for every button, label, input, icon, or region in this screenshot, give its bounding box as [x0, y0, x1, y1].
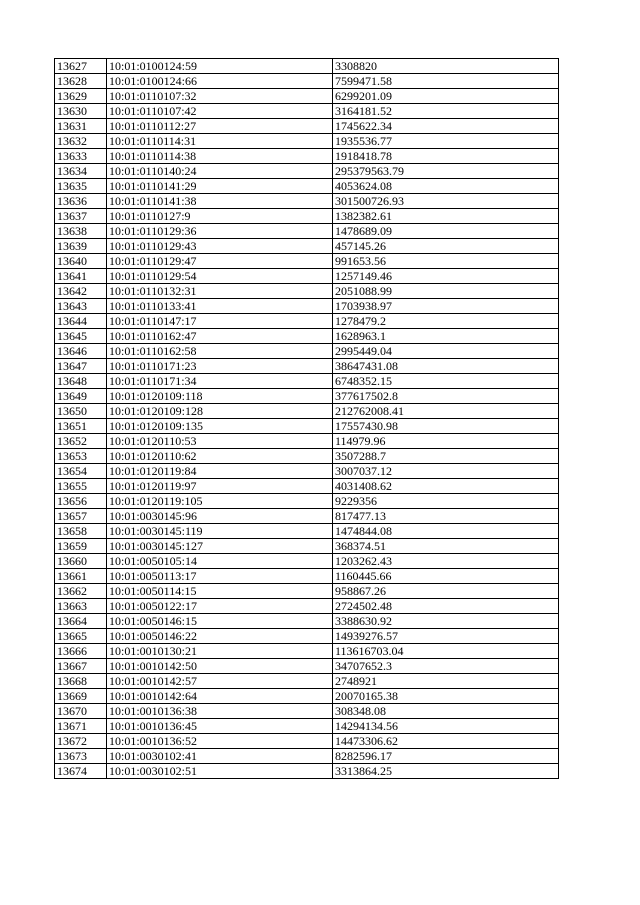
value-cell: 1203262.43	[333, 554, 559, 569]
row-number-cell: 13674	[55, 764, 107, 779]
value-cell: 958867.26	[333, 584, 559, 599]
row-number-cell: 13658	[55, 524, 107, 539]
table-row	[55, 599, 559, 614]
row-number-cell: 13636	[55, 194, 107, 209]
cadastral-number-cell: 10:01:0030145:96	[107, 509, 333, 524]
row-number-cell: 13659	[55, 539, 107, 554]
value-cell: 4053624.08	[333, 179, 559, 194]
table-row	[55, 539, 559, 554]
value-cell: 114979.96	[333, 434, 559, 449]
value-cell: 1160445.66	[333, 569, 559, 584]
row-number-cell: 13655	[55, 479, 107, 494]
value-cell: 7599471.58	[333, 74, 559, 89]
table-row	[55, 659, 559, 674]
table-row	[55, 179, 559, 194]
table-row	[55, 644, 559, 659]
row-number-cell: 13644	[55, 314, 107, 329]
value-cell: 2724502.48	[333, 599, 559, 614]
row-number-cell: 13627	[55, 59, 107, 74]
value-cell: 17557430.98	[333, 419, 559, 434]
table-row	[55, 614, 559, 629]
value-cell: 20070165.38	[333, 689, 559, 704]
table-row	[55, 689, 559, 704]
value-cell: 295379563.79	[333, 164, 559, 179]
row-number-cell: 13637	[55, 209, 107, 224]
row-number-cell: 13672	[55, 734, 107, 749]
cadastral-number-cell: 10:01:0120110:53	[107, 434, 333, 449]
cadastral-number-cell: 10:01:0120119:84	[107, 464, 333, 479]
value-cell: 6299201.09	[333, 89, 559, 104]
row-number-cell: 13631	[55, 119, 107, 134]
row-number-cell: 13633	[55, 149, 107, 164]
table-row	[55, 59, 559, 74]
value-cell: 991653.56	[333, 254, 559, 269]
cadastral-number-cell: 10:01:0110171:34	[107, 374, 333, 389]
cadastral-number-cell: 10:01:0110129:54	[107, 269, 333, 284]
value-cell: 8282596.17	[333, 749, 559, 764]
table-row	[55, 209, 559, 224]
table-row	[55, 299, 559, 314]
value-cell: 14939276.57	[333, 629, 559, 644]
table-row	[55, 89, 559, 104]
table-row	[55, 389, 559, 404]
table-row	[55, 434, 559, 449]
table-row	[55, 329, 559, 344]
table-row	[55, 224, 559, 239]
table-row	[55, 164, 559, 179]
row-number-cell: 13673	[55, 749, 107, 764]
cadastral-number-cell: 10:01:0110112:27	[107, 119, 333, 134]
value-cell: 6748352.15	[333, 374, 559, 389]
value-cell: 1478689.09	[333, 224, 559, 239]
table-row	[55, 344, 559, 359]
row-number-cell: 13634	[55, 164, 107, 179]
cadastral-number-cell: 10:01:0110162:58	[107, 344, 333, 359]
cadastral-number-cell: 10:01:0110127:9	[107, 209, 333, 224]
cadastral-number-cell: 10:01:0010142:57	[107, 674, 333, 689]
value-cell: 817477.13	[333, 509, 559, 524]
value-cell: 9229356	[333, 494, 559, 509]
table-row	[55, 554, 559, 569]
row-number-cell: 13651	[55, 419, 107, 434]
cadastral-number-cell: 10:01:0030102:51	[107, 764, 333, 779]
row-number-cell: 13645	[55, 329, 107, 344]
row-number-cell: 13641	[55, 269, 107, 284]
row-number-cell: 13642	[55, 284, 107, 299]
cadastral-number-cell: 10:01:0120109:135	[107, 419, 333, 434]
value-cell: 2051088.99	[333, 284, 559, 299]
cadastral-number-cell: 10:01:0010136:45	[107, 719, 333, 734]
table-row	[55, 494, 559, 509]
value-cell: 1628963.1	[333, 329, 559, 344]
cadastral-number-cell: 10:01:0030102:41	[107, 749, 333, 764]
value-cell: 1474844.08	[333, 524, 559, 539]
row-number-cell: 13629	[55, 89, 107, 104]
row-number-cell: 13648	[55, 374, 107, 389]
table-row	[55, 629, 559, 644]
cadastral-number-cell: 10:01:0110114:31	[107, 134, 333, 149]
table-row	[55, 704, 559, 719]
cadastral-number-cell: 10:01:0050146:15	[107, 614, 333, 629]
table-row	[55, 569, 559, 584]
row-number-cell: 13670	[55, 704, 107, 719]
table-row	[55, 134, 559, 149]
cadastral-number-cell: 10:01:0110141:29	[107, 179, 333, 194]
cadastral-number-cell: 10:01:0120119:105	[107, 494, 333, 509]
table-row	[55, 719, 559, 734]
table-row	[55, 734, 559, 749]
cadastral-number-cell: 10:01:0110114:38	[107, 149, 333, 164]
cadastral-number-cell: 10:01:0010136:52	[107, 734, 333, 749]
row-number-cell: 13657	[55, 509, 107, 524]
cadastral-number-cell: 10:01:0010142:64	[107, 689, 333, 704]
value-cell: 308348.08	[333, 704, 559, 719]
table-row	[55, 149, 559, 164]
table-row	[55, 374, 559, 389]
value-cell: 377617502.8	[333, 389, 559, 404]
row-number-cell: 13630	[55, 104, 107, 119]
value-cell: 38647431.08	[333, 359, 559, 374]
table-row	[55, 674, 559, 689]
cadastral-number-cell: 10:01:0110129:36	[107, 224, 333, 239]
cadastral-number-cell: 10:01:0050122:17	[107, 599, 333, 614]
value-cell: 14294134.56	[333, 719, 559, 734]
row-number-cell: 13635	[55, 179, 107, 194]
table-row	[55, 239, 559, 254]
row-number-cell: 13640	[55, 254, 107, 269]
table-row	[55, 119, 559, 134]
cadastral-number-cell: 10:01:0110107:32	[107, 89, 333, 104]
value-cell: 14473306.62	[333, 734, 559, 749]
row-number-cell: 13664	[55, 614, 107, 629]
value-cell: 1257149.46	[333, 269, 559, 284]
row-number-cell: 13671	[55, 719, 107, 734]
cadastral-number-cell: 10:01:0110141:38	[107, 194, 333, 209]
table-row	[55, 104, 559, 119]
value-cell: 2995449.04	[333, 344, 559, 359]
row-number-cell: 13650	[55, 404, 107, 419]
row-number-cell: 13669	[55, 689, 107, 704]
cadastral-number-cell: 10:01:0010130:21	[107, 644, 333, 659]
row-number-cell: 13649	[55, 389, 107, 404]
row-number-cell: 13660	[55, 554, 107, 569]
table-row	[55, 449, 559, 464]
cadastral-number-cell: 10:01:0110133:41	[107, 299, 333, 314]
row-number-cell: 13661	[55, 569, 107, 584]
table-body	[55, 59, 559, 779]
cadastral-number-cell: 10:01:0010136:38	[107, 704, 333, 719]
value-cell: 3388630.92	[333, 614, 559, 629]
table-row	[55, 479, 559, 494]
table-row	[55, 764, 559, 779]
table-row	[55, 194, 559, 209]
row-number-cell: 13663	[55, 599, 107, 614]
table-row	[55, 404, 559, 419]
table-row	[55, 314, 559, 329]
cadastral-number-cell: 10:01:0110162:47	[107, 329, 333, 344]
row-number-cell: 13643	[55, 299, 107, 314]
row-number-cell: 13653	[55, 449, 107, 464]
value-cell: 1382382.61	[333, 209, 559, 224]
data-table	[54, 58, 559, 779]
table-row	[55, 419, 559, 434]
value-cell: 2748921	[333, 674, 559, 689]
table-row	[55, 284, 559, 299]
row-number-cell: 13668	[55, 674, 107, 689]
row-number-cell: 13632	[55, 134, 107, 149]
value-cell: 1703938.97	[333, 299, 559, 314]
cadastral-number-cell: 10:01:0030145:119	[107, 524, 333, 539]
cadastral-number-cell: 10:01:0100124:66	[107, 74, 333, 89]
table-row	[55, 524, 559, 539]
value-cell: 212762008.41	[333, 404, 559, 419]
row-number-cell: 13638	[55, 224, 107, 239]
value-cell: 1278479.2	[333, 314, 559, 329]
value-cell: 1918418.78	[333, 149, 559, 164]
value-cell: 3308820	[333, 59, 559, 74]
cadastral-number-cell: 10:01:0050146:22	[107, 629, 333, 644]
row-number-cell: 13665	[55, 629, 107, 644]
row-number-cell: 13666	[55, 644, 107, 659]
value-cell: 4031408.62	[333, 479, 559, 494]
cadastral-number-cell: 10:01:0110129:43	[107, 239, 333, 254]
row-number-cell: 13654	[55, 464, 107, 479]
value-cell: 3507288.7	[333, 449, 559, 464]
cadastral-number-cell: 10:01:0110140:24	[107, 164, 333, 179]
row-number-cell: 13667	[55, 659, 107, 674]
value-cell: 457145.26	[333, 239, 559, 254]
cadastral-number-cell: 10:01:0050114:15	[107, 584, 333, 599]
cadastral-number-cell: 10:01:0050113:17	[107, 569, 333, 584]
table-row	[55, 749, 559, 764]
cadastral-number-cell: 10:01:0120119:97	[107, 479, 333, 494]
table-row	[55, 254, 559, 269]
value-cell: 3007037.12	[333, 464, 559, 479]
value-cell: 34707652.3	[333, 659, 559, 674]
row-number-cell: 13662	[55, 584, 107, 599]
cadastral-number-cell: 10:01:0050105:14	[107, 554, 333, 569]
cadastral-number-cell: 10:01:0120109:118	[107, 389, 333, 404]
cadastral-number-cell: 10:01:0110129:47	[107, 254, 333, 269]
value-cell: 1935536.77	[333, 134, 559, 149]
cadastral-number-cell: 10:01:0030145:127	[107, 539, 333, 554]
table-row	[55, 74, 559, 89]
cadastral-number-cell: 10:01:0100124:59	[107, 59, 333, 74]
cadastral-number-cell: 10:01:0110147:17	[107, 314, 333, 329]
cadastral-number-cell: 10:01:0120110:62	[107, 449, 333, 464]
cadastral-number-cell: 10:01:0110132:31	[107, 284, 333, 299]
table-row	[55, 464, 559, 479]
value-cell: 3164181.52	[333, 104, 559, 119]
table-row	[55, 584, 559, 599]
table-row	[55, 269, 559, 284]
row-number-cell: 13646	[55, 344, 107, 359]
cadastral-number-cell: 10:01:0110171:23	[107, 359, 333, 374]
value-cell: 301500726.93	[333, 194, 559, 209]
value-cell: 368374.51	[333, 539, 559, 554]
row-number-cell: 13656	[55, 494, 107, 509]
row-number-cell: 13639	[55, 239, 107, 254]
cadastral-number-cell: 10:01:0010142:50	[107, 659, 333, 674]
value-cell: 113616703.04	[333, 644, 559, 659]
table-row	[55, 509, 559, 524]
cadastral-number-cell: 10:01:0120109:128	[107, 404, 333, 419]
cadastral-number-cell: 10:01:0110107:42	[107, 104, 333, 119]
value-cell: 1745622.34	[333, 119, 559, 134]
value-cell: 3313864.25	[333, 764, 559, 779]
row-number-cell: 13652	[55, 434, 107, 449]
row-number-cell: 13628	[55, 74, 107, 89]
row-number-cell: 13647	[55, 359, 107, 374]
table-row	[55, 359, 559, 374]
